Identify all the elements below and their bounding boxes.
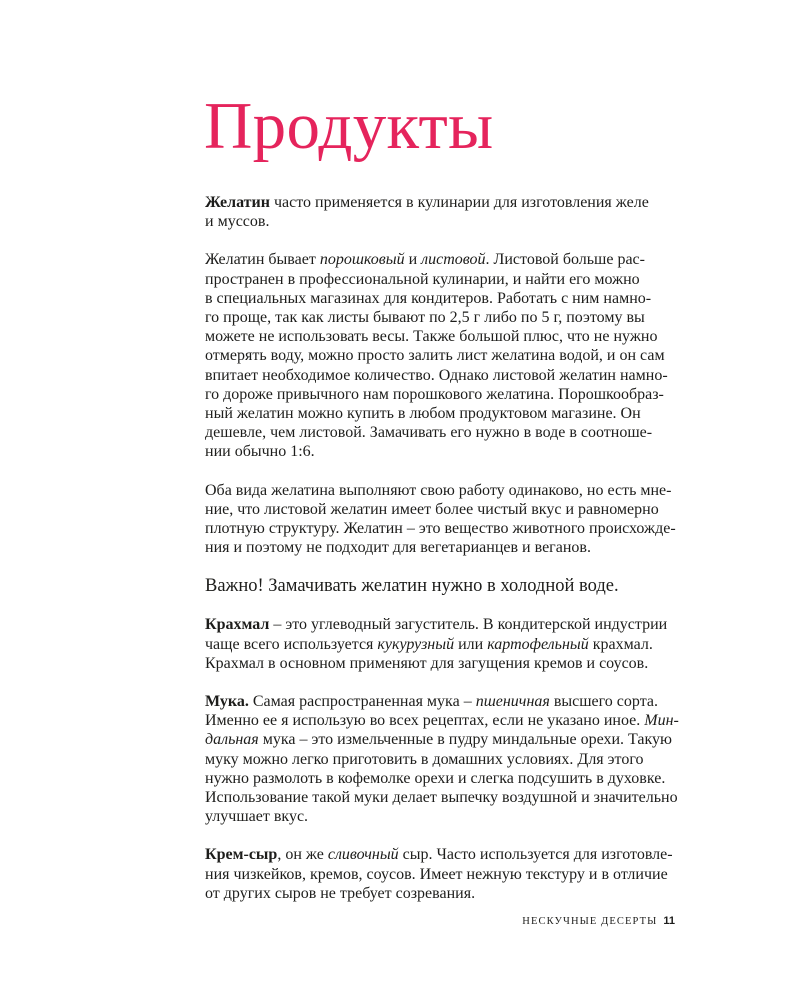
paragraph-gelatin-compare bbox=[205, 481, 676, 558]
text-line: го проще, так как листы бывают по 2,5 г либо по 5 г, поэтому вы bbox=[205, 309, 645, 327]
text-line: дешевле, чем листовой. Замачивать его нужно в воде в соотноше- bbox=[205, 424, 653, 442]
text-line: ный желатин можно купить в любом продуктовом магазине. Он bbox=[205, 405, 641, 423]
text-span: и bbox=[404, 251, 422, 269]
important-note: Важно! Замачивать желатин нужно в холодной воде. bbox=[205, 576, 619, 597]
text-span: сыр. Часто используется для изготовле- bbox=[398, 846, 673, 864]
text-line: го дороже привычного нам порошкового желатина. Порошкообраз- bbox=[205, 385, 664, 403]
text-line: Оба вида желатина выполняют свою работу одинаково, но есть мне- bbox=[205, 481, 672, 499]
italic-term: сливочный bbox=[327, 846, 399, 864]
text-span: или bbox=[454, 635, 488, 653]
page-number: 11 bbox=[663, 915, 675, 927]
term-cream-cheese: Крем-сыр bbox=[205, 846, 278, 864]
text-line bbox=[205, 193, 665, 212]
text-span: мука – это измельченные в пудру миндальные орехи. Такую bbox=[258, 731, 673, 749]
term-starch: Крахмал bbox=[205, 616, 270, 634]
text-line: отмерять воду, можно просто залить лист желатина водой, и он сам bbox=[205, 347, 665, 365]
text-span: крахмал. bbox=[588, 635, 653, 653]
term-flour: Мука. bbox=[205, 693, 249, 711]
text-span: чаще всего используется bbox=[205, 635, 378, 653]
text-line: плотную структуру. Желатин – это вещество животного происхожде- bbox=[205, 520, 676, 538]
text-line: и муссов. bbox=[205, 213, 270, 231]
italic-term: дальная bbox=[205, 731, 259, 749]
italic-term: кукурузный bbox=[377, 635, 455, 653]
text-line bbox=[205, 692, 665, 711]
text-line bbox=[205, 250, 665, 269]
text-line: в специальных магазинах для кондитеров. Работать с ним намно- bbox=[205, 289, 652, 307]
text-span: – это углеводный загуститель. В кондитерской индустрии bbox=[269, 616, 668, 634]
text-span: часто применяется в кулинарии для изготовления желе bbox=[269, 194, 649, 211]
text-line bbox=[205, 635, 665, 654]
paragraph-gelatin-intro bbox=[205, 193, 665, 231]
text-line: можете не использовать весы. Также большой плюс, что не нужно bbox=[205, 328, 658, 346]
text-line bbox=[205, 615, 668, 634]
text-line: пространен в профессиональной кулинарии, и найти его можно bbox=[205, 270, 640, 288]
paragraph-flour bbox=[205, 692, 679, 826]
text-line: нужно размолоть в кофемолке орехи и слегка подсушить в духовке. bbox=[205, 769, 666, 787]
text-line: ния и поэтому не подходит для вегетарианцев и веганов. bbox=[205, 539, 591, 557]
text-line: муку можно легко приготовить в домашних условиях. Для этого bbox=[205, 750, 644, 768]
italic-term: картофельный bbox=[487, 635, 589, 653]
italic-term: листовой bbox=[421, 251, 486, 269]
term-gelatin: Желатин bbox=[205, 194, 270, 211]
text-line: Крахмал в основном применяют для загущения кремов и соусов. bbox=[205, 654, 649, 672]
text-span: . Листовой больше рас- bbox=[485, 251, 645, 269]
text-span: , он же bbox=[277, 846, 328, 864]
paragraph-starch bbox=[205, 615, 668, 673]
paragraph-gelatin-types bbox=[205, 250, 668, 461]
italic-term: Мин- bbox=[644, 712, 679, 730]
text-line bbox=[205, 730, 673, 749]
text-line: ние, что листовой желатин имеет более чистый вкус и равномерно bbox=[205, 500, 659, 518]
text-span: Самая распространенная мука – bbox=[248, 693, 476, 711]
text-span: Желатин бывает bbox=[205, 251, 320, 269]
text-span: высшего сорта. bbox=[549, 693, 658, 711]
italic-term: пшеничная bbox=[475, 693, 550, 711]
page-footer bbox=[522, 915, 675, 927]
text-line: улучшает вкус. bbox=[205, 808, 309, 826]
running-head-book-title: НЕСКУЧНЫЕ ДЕСЕРТЫ bbox=[522, 916, 658, 927]
text-line bbox=[205, 711, 679, 730]
text-line: от других сыров не требует созревания. bbox=[205, 884, 476, 902]
text-line: нии обычно 1:6. bbox=[205, 443, 315, 461]
page-title: Продукты bbox=[204, 89, 494, 163]
text-line: Использование такой муки делает выпечку воздушной и значительно bbox=[205, 789, 678, 807]
text-span: Именно ее я использую во всех рецептах, если не указано иное. bbox=[205, 712, 645, 730]
text-line: ния чизкейков, кремов, соусов. Имеет нежную текстуру и в отличие bbox=[205, 865, 668, 883]
page-content bbox=[205, 193, 679, 903]
italic-term: порошковый bbox=[319, 251, 405, 269]
text-line bbox=[205, 845, 673, 864]
paragraph-cream-cheese bbox=[205, 845, 673, 903]
text-line: впитает необходимое количество. Однако листовой желатин намно- bbox=[205, 366, 668, 384]
